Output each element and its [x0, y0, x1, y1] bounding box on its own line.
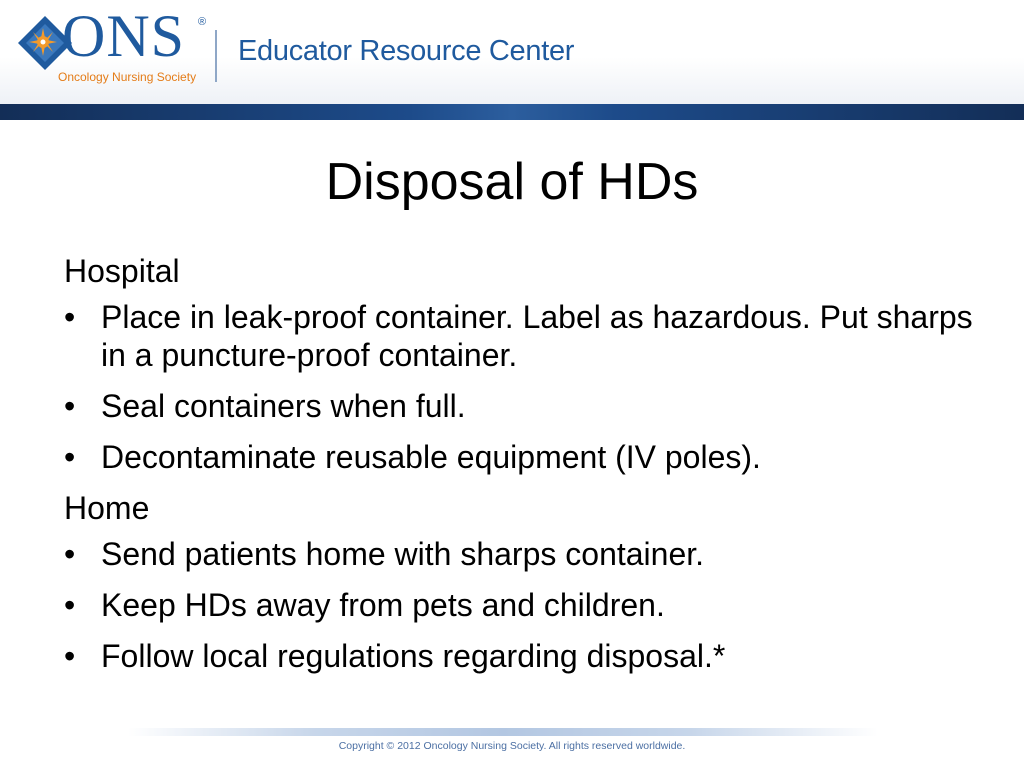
list-item — [64, 298, 984, 374]
bullet-text: Follow local regulations regarding disposal.* — [101, 638, 726, 674]
list-item — [64, 586, 984, 624]
footer-divider — [128, 728, 878, 736]
list-item — [64, 387, 984, 425]
header-divider — [215, 30, 217, 82]
bullet-text: Send patients home with sharps container. — [101, 536, 705, 572]
bullet-text: Keep HDs away from pets and children. — [101, 587, 665, 623]
bullet-list-hospital — [64, 298, 984, 476]
bullet-text: Place in leak-proof container. Label as hazardous. Put sharps in a puncture-proof container. — [101, 299, 973, 373]
ons-logo-subtitle: Oncology Nursing Society — [58, 70, 197, 84]
registered-mark: ® — [198, 16, 207, 28]
bullet-icon: • — [64, 587, 76, 623]
bullet-text: Decontaminate reusable equipment (IV poles). — [101, 439, 761, 475]
header-band — [0, 104, 1024, 120]
bullet-icon: • — [64, 536, 76, 572]
list-item — [64, 438, 984, 476]
section-heading-home: Home — [64, 490, 150, 526]
list-item — [64, 535, 984, 573]
bullet-icon: • — [64, 388, 76, 424]
slide-content — [64, 252, 984, 688]
slide-title: Disposal of HDs — [325, 153, 699, 211]
ons-logo-text: ONS — [62, 3, 186, 69]
bullet-text: Seal containers when full. — [101, 388, 466, 424]
bullet-icon: • — [64, 638, 76, 674]
section-heading-hospital: Hospital — [64, 253, 180, 289]
header-title: Educator Resource Center — [238, 35, 575, 67]
bullet-list-home — [64, 535, 984, 675]
footer-copyright: Copyright © 2012 Oncology Nursing Society. All rights reserved worldwide. — [338, 740, 686, 752]
bullet-icon: • — [64, 439, 76, 475]
bullet-icon: • — [64, 299, 76, 335]
header — [0, 0, 1024, 104]
list-item — [64, 637, 984, 675]
